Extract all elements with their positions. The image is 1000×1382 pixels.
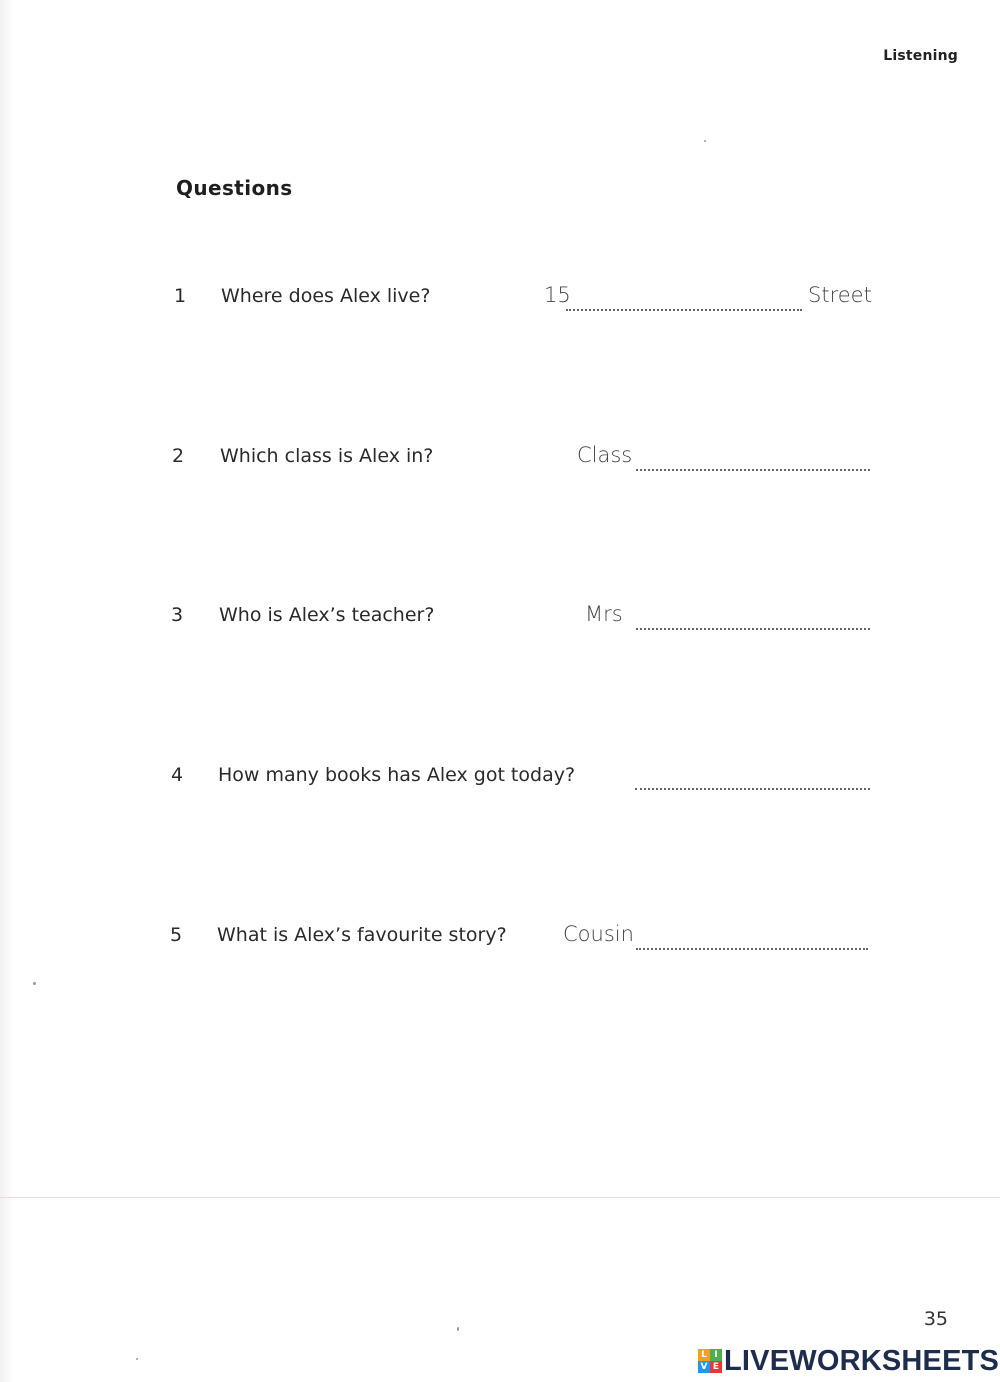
question-number: 3 xyxy=(171,604,184,626)
question-number: 2 xyxy=(172,445,185,467)
scan-speck xyxy=(457,1327,459,1331)
answer-blank[interactable] xyxy=(636,942,868,950)
liveworksheets-brand[interactable] xyxy=(698,1346,999,1376)
scan-speck xyxy=(704,140,706,142)
question-number: 1 xyxy=(174,285,187,307)
questions-heading: Questions xyxy=(176,176,293,200)
logo-letter: V xyxy=(698,1361,710,1373)
scan-edge-shadow xyxy=(0,0,14,1382)
logo-letter: E xyxy=(710,1361,722,1373)
liveworksheets-logo-icon xyxy=(698,1349,722,1373)
page-divider xyxy=(0,1197,1000,1198)
answer-prefix: Class xyxy=(577,443,633,467)
scan-speck xyxy=(136,1358,138,1360)
answer-blank[interactable] xyxy=(636,622,870,630)
answer-prefix: Mrs xyxy=(585,602,623,626)
question-4 xyxy=(0,764,1000,804)
answer-prefix: Cousin xyxy=(563,922,634,946)
logo-letter: L xyxy=(698,1349,710,1361)
question-number: 5 xyxy=(170,924,183,946)
question-2 xyxy=(0,445,1000,485)
question-text: What is Alex’s favourite story? xyxy=(217,924,507,946)
question-3 xyxy=(0,604,1000,644)
section-label: Listening xyxy=(883,48,958,64)
page-number: 35 xyxy=(923,1308,948,1330)
answer-blank[interactable] xyxy=(636,463,870,471)
question-5 xyxy=(0,924,1000,964)
question-number: 4 xyxy=(171,764,184,786)
question-1 xyxy=(0,285,1000,325)
answer-prefix: 15 xyxy=(544,283,571,307)
answer-suffix: Street xyxy=(808,283,872,307)
question-text: Which class is Alex in? xyxy=(220,445,434,467)
answer-blank[interactable] xyxy=(635,782,870,790)
question-text: Who is Alex’s teacher? xyxy=(219,604,435,626)
question-text: How many books has Alex got today? xyxy=(218,764,576,786)
logo-letter: I xyxy=(710,1349,722,1361)
brand-name: LIVEWORKSHEETS xyxy=(724,1345,1000,1377)
scan-speck xyxy=(33,982,36,985)
answer-blank[interactable] xyxy=(566,303,802,311)
question-text: Where does Alex live? xyxy=(221,285,431,307)
